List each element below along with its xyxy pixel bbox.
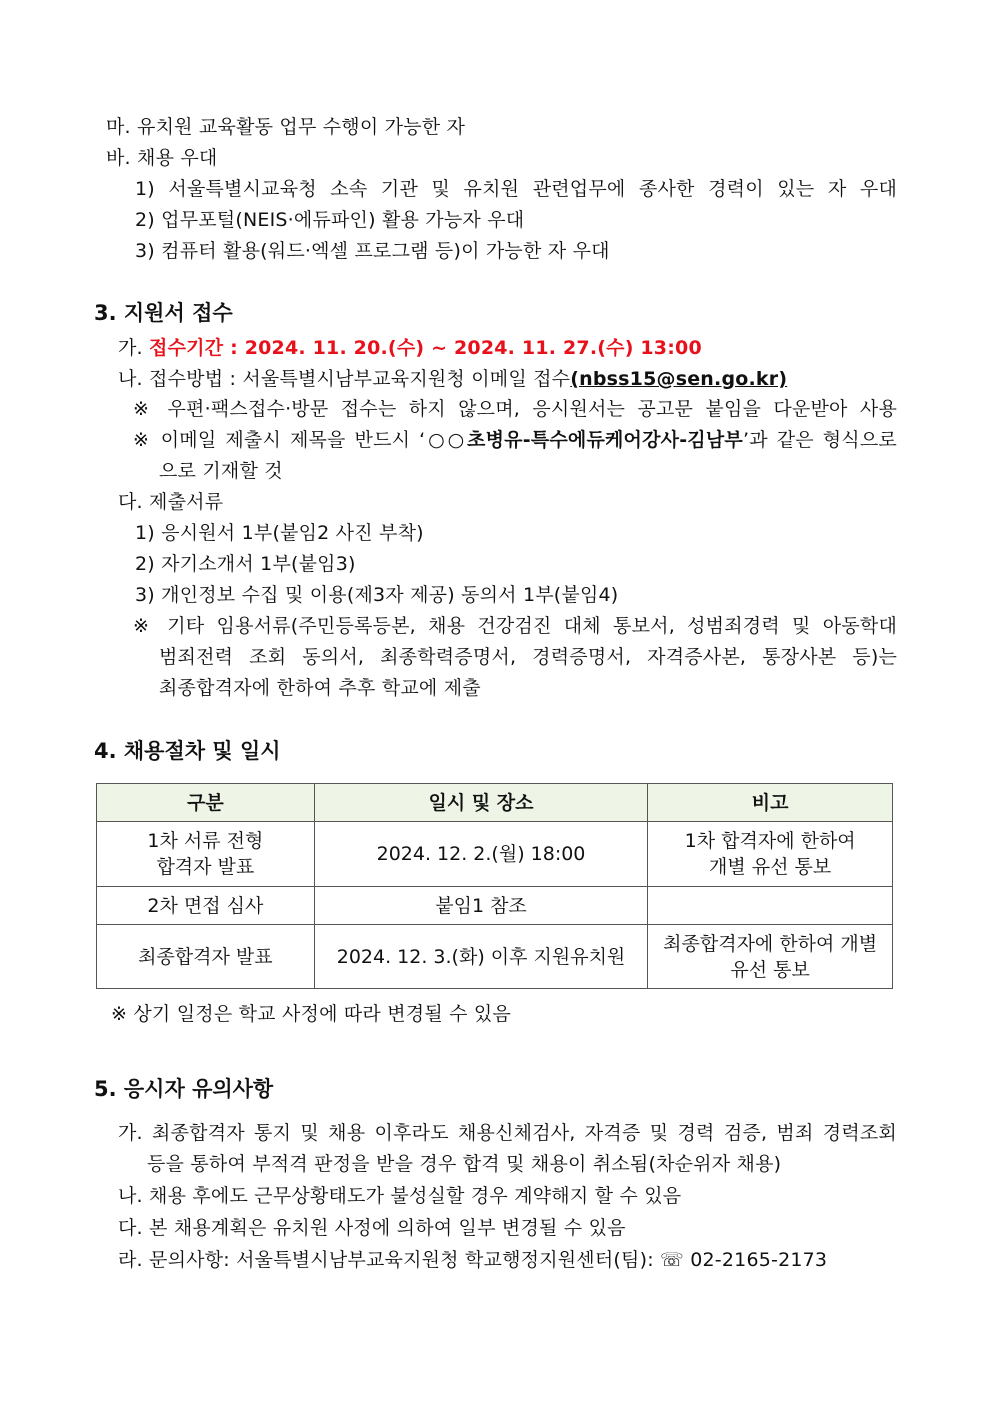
document-1: 1) 응시원서 1부(붙임2 사진 부착)	[135, 522, 424, 544]
remarks-line-1: 최종합격자에 한하여 개별	[663, 932, 878, 955]
document-note-2: 범죄전력 조회 동의서, 최종학력증명서, 경력증명서, 자격증사본, 통장사본 등)는	[159, 646, 897, 668]
table-row	[97, 887, 893, 925]
table-row	[97, 925, 893, 989]
remarks-cell	[648, 822, 893, 887]
header-stage: 구분	[97, 784, 315, 822]
date-cell: 2024. 12. 3.(화) 이후 지원유치원	[314, 925, 648, 989]
preference-3: 3) 컴퓨터 활용(워드·엑셀 프로그램 등)이 가능한 자 우대	[135, 240, 610, 262]
remarks-cell	[648, 925, 893, 989]
document-3: 3) 개인정보 수집 및 이용(제3자 제공) 동의서 1부(붙임4)	[135, 584, 619, 606]
note-email-subject-c: ’과 같은 형식으로	[742, 429, 897, 451]
note-no-mail: ※ 우편·팩스접수·방문 접수는 하지 않으며, 응시원서는 공고문 붙임을 다운받아 사용	[133, 398, 897, 420]
schedule-header-row	[97, 784, 893, 822]
application-method	[118, 367, 787, 391]
note-email-subject-cont: 으로 기재할 것	[159, 460, 283, 482]
caution-1b: 등을 통하여 부적격 판정을 받을 경우 합격 및 채용이 취소됨(차순위자 채용)	[147, 1153, 782, 1175]
date-cell: 붙임1 참조	[314, 887, 648, 925]
caution-2: 나. 채용 후에도 근무상황태도가 불성실할 경우 계약해지 할 수 있음	[118, 1185, 682, 1207]
application-period-prefix: 가.	[118, 337, 150, 359]
document-note-1: ※ 기타 임용서류(주민등록등본, 채용 건강검진 대체 통보서, 성범죄경력 및 아동학대	[133, 615, 897, 637]
caution-1a: 가. 최종합격자 통지 및 채용 이후라도 채용신체검사, 자격증 및 경력 검증, 범죄 경력조회	[118, 1122, 897, 1144]
application-email-link[interactable]: (nbss15@sen.go.kr)	[570, 368, 788, 390]
remarks-cell	[648, 887, 893, 925]
remarks-line-2: 유선 통보	[730, 958, 810, 981]
header-remarks: 비고	[648, 784, 893, 822]
stage-line-2: 합격자 발표	[156, 856, 255, 878]
caution-4: 라. 문의사항: 서울특별시남부교육지원청 학교행정지원센터(팀): ☏ 02-2165-2173	[118, 1249, 828, 1271]
application-period	[118, 336, 702, 360]
schedule-table	[96, 783, 893, 989]
eligibility-item-ba: 바. 채용 우대	[106, 147, 218, 169]
document-note-3: 최종합격자에 한하여 추후 학교에 제출	[159, 677, 481, 699]
table-row	[97, 822, 893, 887]
section3-heading: 3. 지원서 접수	[94, 301, 233, 325]
preference-1: 1) 서울특별시교육청 소속 기관 및 유치원 관련업무에 종사한 경력이 있는 자 우대	[135, 178, 897, 200]
remarks-line-1: 1차 합격자에 한하여	[684, 830, 856, 852]
application-method-label: 나. 접수방법 : 서울특별시남부교육지원청 이메일 접수	[118, 368, 571, 390]
document-2: 2) 자기소개서 1부(붙임3)	[135, 553, 356, 575]
stage-line-1: 1차 서류 전형	[147, 830, 264, 852]
section5-heading: 5. 응시자 유의사항	[94, 1077, 274, 1101]
note-email-subject-a: ※ 이메일 제출시 제목을 반드시 ‘	[133, 429, 426, 451]
stage-cell: 2차 면접 심사	[97, 887, 315, 925]
preference-2: 2) 업무포털(NEIS·에듀파인) 활용 가능자 우대	[135, 209, 525, 231]
documents-label: 다. 제출서류	[118, 491, 224, 513]
application-period-value: 접수기간 : 2024. 11. 20.(수) ~ 2024. 11. 27.(수) 13:00	[149, 337, 702, 359]
caution-3: 다. 본 채용계획은 유치원 사정에 의하여 일부 변경될 수 있음	[118, 1217, 626, 1239]
note-email-subject-example: ○○초병유-특수에듀케어강사-김남부	[425, 429, 743, 451]
eligibility-item-ma: 마. 유치원 교육활동 업무 수행이 가능한 자	[106, 116, 466, 138]
note-email-subject	[133, 428, 897, 452]
stage-cell	[97, 822, 315, 887]
schedule-footnote: ※ 상기 일정은 학교 사정에 따라 변경될 수 있음	[111, 1003, 512, 1025]
stage-cell: 최종합격자 발표	[97, 925, 315, 989]
section4-heading: 4. 채용절차 및 일시	[94, 739, 281, 763]
remarks-line-2: 개별 유선 통보	[709, 856, 832, 878]
header-date-place: 일시 및 장소	[314, 784, 648, 822]
date-cell: 2024. 12. 2.(월) 18:00	[314, 822, 648, 887]
